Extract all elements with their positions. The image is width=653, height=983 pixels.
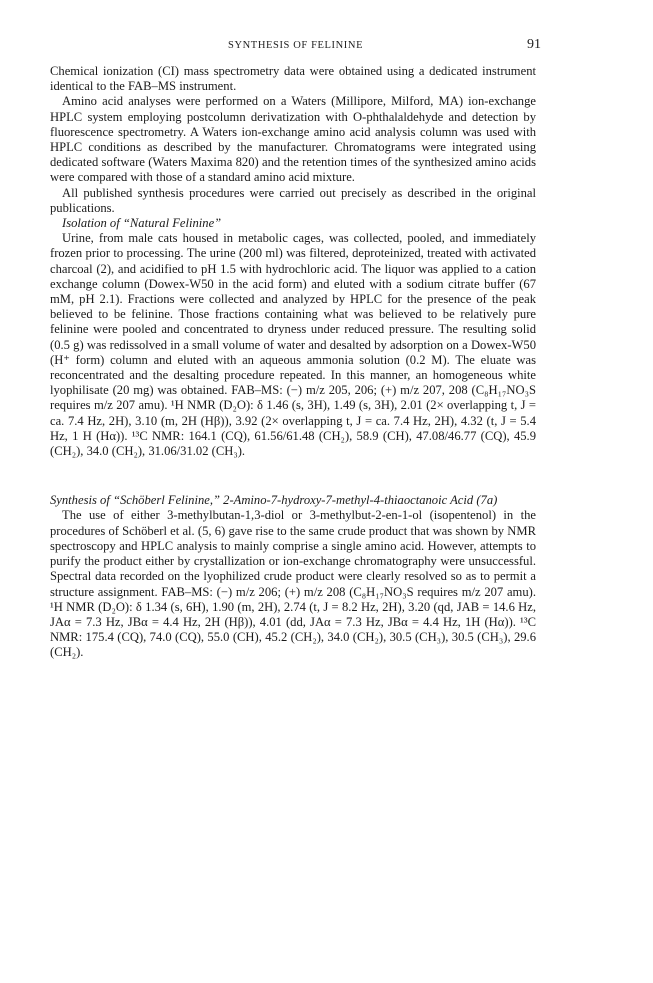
isolation-paragraph: Urine, from male cats housed in metabolic cages, was collected, pooled, and immediately frozen prior to processing. The urine (200 ml) was filtered, deproteinized, treated with activated charcoal (2), and acidified to pH 1.5 with hydrochloric acid. The liquor was applied to a cation exchange column (Dowex-W50 in the acid form) and eluted with a sodium citrate buffer (67 mM, pH 2.1). Fractions were collected and analyzed by HPLC for the presence of the peak believed to be felinine. Those fractions containing what was believed to be relatively pure felinine were pooled and concentrated to dryness under reduced pressure. The resulting solid (0.5 g) was redissolved in a small volume of water and desalted by adsorption on a Dowex-W50 (H⁺ form) column and eluted with an aqueous ammonia solution (0.2 M). The eluate was reconcentrated and the desalting procedure repeated. In this manner, an homogeneous white lyophilisate (20 mg) was obtained. FAB–MS: (−) m/z 205, 206; (+) m/z 207, 208 (C₈H₁₇NO₃S requires m/z 207 amu). ¹H NMR (D₂O): δ 1.46 (s, 3H), 1.49 (s, 3H), 2.01 (2× overlapping t, J = ca. 7.4 Hz, 2H), 3.10 (m, 2H (Hβ)), 3.92 (2× overlapping t, J = ca. 7.4 Hz, 2H), 4.32 (t, J = 5.4 Hz, 1 H (Hα)). ¹³C NMR: 164.1 (CQ), 61.56/61.48 (CH₂), 58.9 (CH), 47.08/46.77 (CQ), 45.9 (CH₂), 34.0 (CH₂), 31.06/31.02 (CH₃).: [50, 231, 536, 459]
synthesis-paragraph: The use of either 3-methylbutan-1,3-diol or 3-methylbut-2-en-1-ol (isopentenol) in the procedures of Schöberl et al. (5, 6) gave rise to the same crude product that was shown by NMR spectroscopy and HPLC analysis to mainly comprise a single amino acid. However, attempts to purify the product either by crystallization or ion-exchange chromatography were unsuccessful. Spectral data recorded on the lyophilized crude product were clearly resolved so as to permit a structure assignment. FAB–MS: (−) m/z 206; (+) m/z 208 (C₈H₁₇NO₃S requires m/z 207 amu). ¹H NMR (D₂O): δ 1.34 (s, 6H), 1.90 (m, 2H), 2.74 (t, J = 8.2 Hz, 2H), 3.20 (qd, JAB = 14.6 Hz, JAα = 7.3 Hz, JBα = 4.4 Hz, 2H (Hβ)), 4.01 (dd, JAα = 7.3 Hz, JBα = 4.4 Hz, 1H (Hα)). ¹³C NMR: 175.4 (CQ), 74.0 (CQ), 55.0 (CH), 45.2 (CH₂), 34.0 (CH₂), 30.5 (CH₃), 30.5 (CH₃), 29.6 (CH₂).: [50, 508, 536, 660]
synthesis-heading: Synthesis of “Schöberl Felinine,” 2-Amino-7-hydroxy-7-methyl-4-thiaoctanoic Acid (7a): [50, 493, 498, 508]
isolation-heading: Isolation of “Natural Felinine”: [62, 216, 222, 231]
methods-paragraph-1: Chemical ionization (CI) mass spectrometry data were obtained using a dedicated instrument identical to the FAB–MS instrument.: [50, 64, 536, 94]
body-text: [50, 64, 536, 661]
page-number: 91: [527, 37, 541, 52]
running-head: SYNTHESIS OF FELININE: [228, 40, 364, 51]
methods-paragraph-2: Amino acid analyses were performed on a Waters (Millipore, Milford, MA) ion-exchange HPLC system employing postcolumn derivatization with O-phthalaldehyde and detection by fluorescence spectrometry. A Waters ion-exchange amino acid analysis column was used with HPLC conditions as described by the manufacturer. Chromatograms were integrated using dedicated software (Waters Maxima 820) and the retention times of the synthesized amino acids were compared with those of a standard amino acid mixture.: [50, 94, 536, 185]
methods-paragraph-3: All published synthesis procedures were carried out precisely as described in the original publications.: [50, 185, 536, 215]
